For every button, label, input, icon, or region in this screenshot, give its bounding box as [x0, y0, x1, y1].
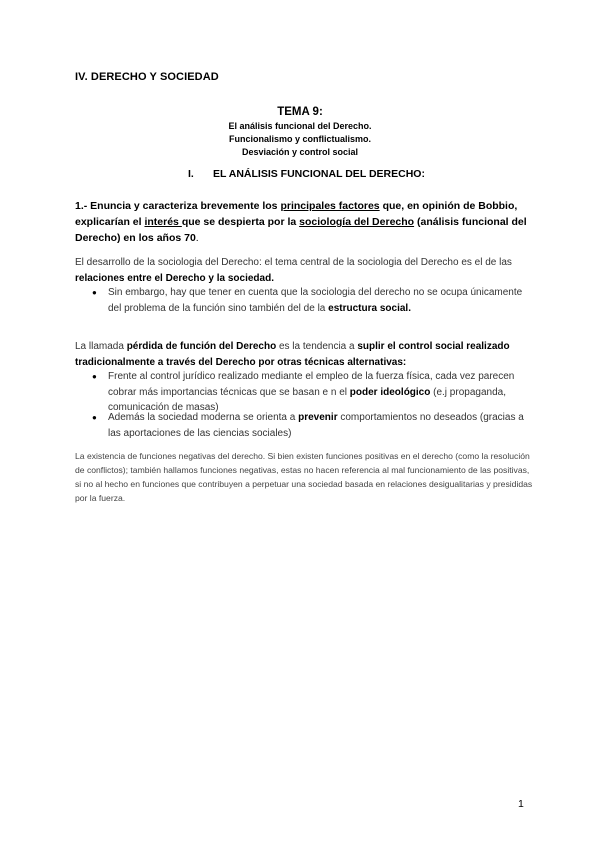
tema-subtitle-3: Desviación y control social: [241, 147, 359, 157]
bullet-3-text-2: comportamientos no deseados (gracias a las aportaciones de las ciencias sociales): [108, 412, 524, 439]
bullet-item-1: [92, 285, 537, 316]
question-text-2: que, en opinión de Bobbio, explicarían el: [75, 200, 518, 228]
tema-subtitle-2: Funcionalismo y conflictualismo.: [228, 134, 372, 144]
question-text-1: 1.- Enuncia y caracteriza brevemente los: [75, 200, 281, 212]
paragraph-2-bold-2: suplir el control social realizado tradicionalmente a través del Derecho por otras técnicas alternativas:: [75, 341, 510, 368]
paragraph-1: [75, 255, 535, 286]
section-heading: [188, 168, 425, 180]
bullet-1-text: Sin embargo, hay que tener en cuenta que la sociologia del derecho no se ocupa únicamente del problema de la función sino también del de la: [108, 287, 523, 314]
tema-title: TEMA 9:: [277, 106, 323, 118]
question-underline-1: principales factores: [280, 200, 380, 212]
paragraph-1-text: El desarrollo de la sociologia del Derecho: el tema central de la sociologia del Derecho es el de las: [75, 257, 512, 268]
section-title: EL ANÁLISIS FUNCIONAL DEL DERECHO:: [213, 168, 425, 180]
paragraph-1-bold: relaciones entre el Derecho y la sociedad.: [75, 272, 274, 284]
question-text-3: que se despierta por la: [181, 216, 300, 228]
page-number: 1: [518, 798, 524, 810]
bullet-marker: ●: [92, 372, 97, 381]
tema-subtitle-1: El análisis funcional del Derecho.: [228, 121, 372, 131]
bullet-marker: ●: [92, 288, 97, 297]
section-number: I.: [188, 168, 194, 180]
bullet-item-2: [92, 369, 537, 416]
question-text-4: (análisis funcional del Derecho) en los años 70: [75, 216, 527, 244]
question-text-5: .: [195, 232, 199, 244]
bullet-2-text-1: Frente al control jurídico realizado mediante el empleo de la fuerza física, cada vez parecen cobrar más importancias técnicas que se basan e n el: [108, 371, 515, 398]
question-paragraph: [75, 198, 535, 246]
bullet-1-bold: estructura social.: [328, 302, 411, 314]
paragraph-2-bold-1: pérdida de función del Derecho: [126, 341, 277, 352]
bullet-2-bold: poder ideológico: [349, 386, 431, 398]
paragraph-3: La existencia de funciones negativas del derecho. Si bien existen funciones positivas en el derecho (como la resolución de conflictos); también hallamos funciones negativas, estas no hacen referencia al mal funcionamiento de las positivas, si no al hecho en funciones que contribuyen a perpetuar una sociedad basada en relaciones desigualitarias y presididas por la fuerza.: [75, 451, 533, 503]
bullet-marker: ●: [92, 413, 97, 422]
bullet-3-text-1: Además la sociedad moderna se orienta a: [108, 412, 299, 423]
bullet-2-text-2: (e.j propaganda, comunicación de masas): [108, 386, 506, 413]
unit-title: IV. DERECHO Y SOCIEDAD: [75, 71, 219, 83]
bullet-3-bold: prevenir: [298, 412, 338, 423]
paragraph-2-text-2: es la tendencia a: [276, 341, 358, 352]
paragraph-2-text-1: La llamada: [75, 341, 127, 352]
question-underline-3: sociología del Derecho: [299, 216, 415, 228]
bullet-item-3: [92, 410, 537, 441]
question-underline-2: interés: [144, 216, 182, 228]
paragraph-2: [75, 339, 535, 370]
